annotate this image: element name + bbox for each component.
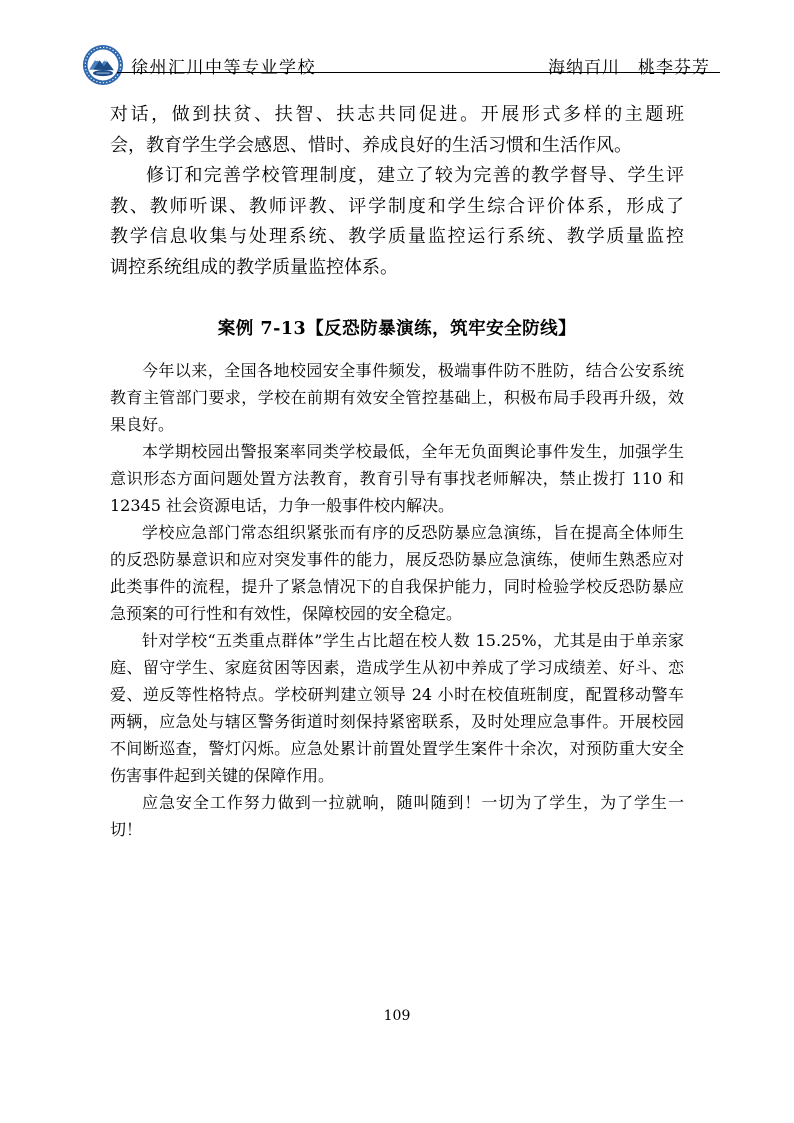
case-title: 案例 7-13【反恐防暴演练，筑牢安全防线】	[217, 319, 577, 339]
text-line: 此类事件的流程，提升了紧急情况下的自我保护能力，同时检验学校反恐防暴应	[110, 577, 684, 596]
paragraph	[110, 100, 684, 161]
text-line: 应急安全工作努力做到一拉就响，随叫随到！一切为了学生，为了学生一切！	[110, 793, 684, 839]
text-line: 教育主管部门要求，学校在前期有效安全管控基础上，积极布局手段再升级，效	[110, 388, 684, 407]
text-line: 12345 社会资源电话，力争一般事件校内解决。	[110, 496, 454, 515]
text-line: 调控系统组成的教学质量监控体系。	[110, 256, 398, 278]
paragraph	[110, 357, 684, 438]
text-line: 会，教育学生学会感恩、惜时、养成良好的生活习惯和生活作风。	[110, 134, 632, 156]
paragraph	[110, 789, 684, 843]
text-line: 意识形态方面问题处置方法教育，教育引导有事找老师解决，禁止拨打 110 和	[110, 469, 684, 488]
page-number: 109	[383, 1008, 411, 1024]
paragraph	[110, 438, 684, 519]
text-line: 果良好。	[110, 415, 175, 434]
text-line: 爱、逆反等性格特点。学校研判建立领导 24 小时在校值班制度，配置移动警车	[110, 685, 684, 704]
text-line: 的反恐防暴意识和应对突发事件的能力，展反恐防暴应急演练，使师生熟悉应对	[110, 550, 684, 569]
school-logo-icon	[82, 44, 124, 86]
header-motto: 海纳百川 桃李芬芳	[548, 58, 710, 78]
text-line: 不间断巡查，警灯闪烁。应急处累计前置处置学生案件十余次，对预防重大安全	[110, 739, 684, 758]
text-line: 针对学校“五类重点群体”学生占比超在校人数 15.25%，尤其是由于单亲家	[142, 631, 684, 650]
text-line: 急预案的可行性和有效性，保障校园的安全稳定。	[110, 604, 463, 623]
paragraph	[110, 627, 684, 789]
text-line: 学校应急部门常态组织紧张而有序的反恐防暴应急演练，旨在提高全体师生	[142, 523, 684, 542]
text-line: 修订和完善学校管理制度，建立了较为完善的教学督导、学生评	[146, 165, 684, 186]
text-line: 庭、留守学生、家庭贫困等因素，造成学生从初中养成了学习成绩差、好斗、恋	[110, 658, 684, 677]
text-line: 两辆，应急处与辖区警务街道时刻保持紧密联系，及时处理应急事件。开展校园	[110, 712, 684, 731]
paragraph	[110, 519, 684, 627]
text-line: 教学信息收集与处理系统、教学质量监控运行系统、教学质量监控	[110, 226, 684, 247]
text-line: 伤害事件起到关键的保障作用。	[110, 766, 335, 785]
text-line: 对话，做到扶贫、扶智、扶志共同促进。开展形式多样的主题班	[110, 104, 684, 125]
document-body	[110, 100, 684, 843]
header-rule	[117, 72, 720, 73]
school-name: 徐州汇川中等专业学校	[131, 58, 316, 78]
text-line: 本学期校园出警报案率同类学校最低，全年无负面舆论事件发生，加强学生	[142, 442, 684, 461]
paragraph	[110, 161, 684, 283]
text-line: 今年以来，全国各地校园安全事件频发，极端事件防不胜防，结合公安系统	[142, 361, 684, 380]
text-line: 教、教师听课、教师评教、评学制度和学生综合评价体系，形成了	[110, 195, 684, 217]
